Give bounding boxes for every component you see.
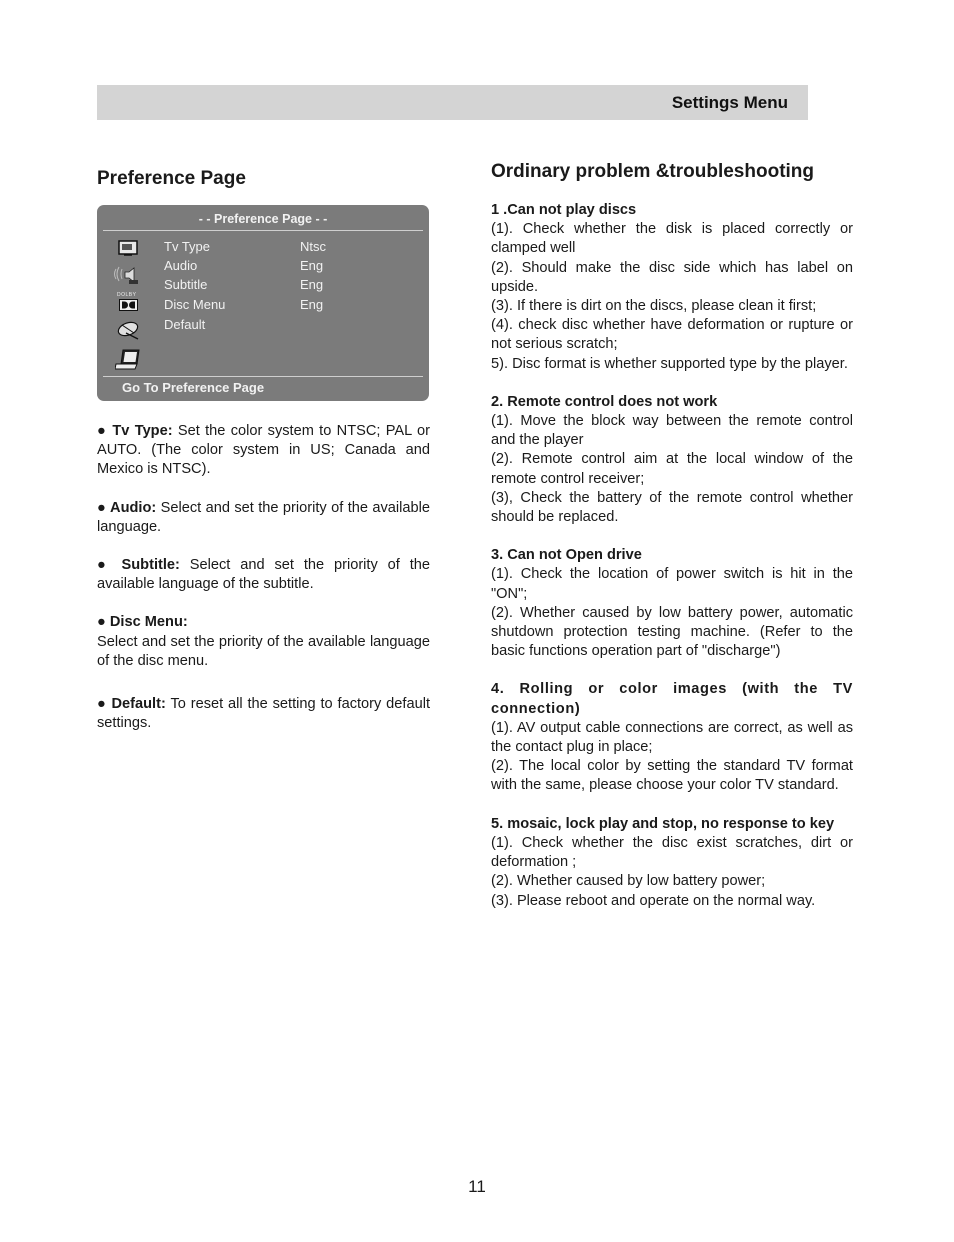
section-item: (2). The local color by setting the standard TV format with the same, please choose your color TV standard. xyxy=(491,758,853,794)
osd-divider xyxy=(103,376,423,377)
osd-row-value: Eng xyxy=(300,277,324,292)
section-4 xyxy=(491,680,853,795)
section-item: (1). AV output cable connections are correct, as well as the contact plug in place; xyxy=(491,719,853,756)
osd-footer: Go To Preference Page xyxy=(122,380,265,395)
section-item: (2). Should make the disc side which has label on upside. xyxy=(491,259,853,295)
page-number: 11 xyxy=(468,1177,486,1196)
bullet-text: Select and set the priority of the available language of the subtitle. xyxy=(97,557,430,593)
section-item: (1). Check whether the disc exist scratches, dirt or deformation ; xyxy=(491,834,853,871)
bullet-text: Set the color system to NTSC; PAL or AUTO. (The color system in US; Canada and Mexico is NTSC). xyxy=(97,423,430,478)
troubleshooting-heading: Ordinary problem &troubleshooting xyxy=(491,161,815,182)
section-5 xyxy=(491,815,853,911)
section-heading: 1 .Can not play discs xyxy=(491,202,637,218)
osd-row-label: Tv Type xyxy=(164,239,211,254)
section-item: (1). Move the block way between the remote control and the player xyxy=(491,413,853,449)
osd-row-audio xyxy=(97,258,429,277)
bullet-term: Audio: xyxy=(110,499,157,516)
bullet-audio: ● Audio: Select and set the priority of the available language. xyxy=(97,499,430,535)
osd-row-label: Audio xyxy=(164,258,198,273)
laptop-icon xyxy=(115,348,143,370)
section-item: (1). Check the location of power switch is hit in the "ON"; xyxy=(491,566,853,602)
osd-row-label: Disc Menu xyxy=(164,297,226,312)
osd-row-subtitle xyxy=(97,277,429,296)
section-3 xyxy=(491,546,853,661)
bullet-text: Select and set the priority of the available language of the disc menu. xyxy=(97,633,430,669)
section-heading: 4. Rolling or color images (with the TV connection) xyxy=(491,681,853,717)
osd-row-value: Eng xyxy=(300,258,324,273)
section-item: (3). Please reboot and operate on the normal way. xyxy=(491,892,816,909)
osd-title: - - Preference Page - - xyxy=(198,212,328,226)
section-item: 5). Disc format is whether supported type by the player. xyxy=(491,355,848,372)
right-column xyxy=(491,158,853,911)
bullet-term: Subtitle: xyxy=(121,557,180,574)
preference-descriptions xyxy=(97,422,430,733)
osd-row-tv-type xyxy=(97,239,429,258)
left-column xyxy=(97,165,430,193)
bullet-term: Disc Menu: xyxy=(109,614,188,631)
preference-osd-panel xyxy=(97,205,429,401)
bullet-term: Default: xyxy=(111,696,166,713)
bullet-text: To reset all the setting to factory default settings. xyxy=(97,696,430,732)
section-1 xyxy=(491,201,853,374)
section-item: (1). Check whether the disk is placed correctly or clamped well xyxy=(491,221,853,257)
osd-row-value: Ntsc xyxy=(300,239,326,254)
osd-row-default xyxy=(97,317,429,336)
section-item: (2). Whether caused by low battery power, automatic shutdown protection testing machine. (Refer to the basic functions operation part of "discharge") xyxy=(491,604,853,660)
section-item: (4). check disc whether have deformation or rupture or not serious scratch; xyxy=(491,317,853,353)
section-item: (2). Remote control aim at the local window of the remote control receiver; xyxy=(491,451,853,487)
osd-row-disc-menu xyxy=(97,297,429,316)
osd-row-value: Eng xyxy=(300,297,324,312)
section-item: (3). If there is dirt on the discs, please clean it first; xyxy=(491,298,817,315)
section-item: (3), Check the battery of the remote control whether should be replaced. xyxy=(491,489,853,526)
section-heading: 5. mosaic, lock play and stop, no response to key xyxy=(491,815,835,832)
osd-row-label: Default xyxy=(164,317,206,332)
bullet-tv-type: ● Tv Type: Set the color system to NTSC; PAL or AUTO. (The color system in US; Canada and Mexico is NTSC). xyxy=(97,423,430,478)
section-title: Settings Menu xyxy=(671,93,788,112)
section-2 xyxy=(491,393,853,527)
bullet-subtitle: ● Subtitle: Select and set the priority of the available language of the subtitle. xyxy=(97,557,430,593)
preference-page-heading: Preference Page xyxy=(97,168,246,189)
header-bar xyxy=(97,85,808,120)
bullet-default: ● Default: To reset all the setting to factory default settings. xyxy=(97,696,430,732)
osd-row-label: Subtitle xyxy=(164,277,208,292)
bullet-term: Tv Type: xyxy=(112,423,173,439)
dolby-label: DOLBY xyxy=(117,292,137,298)
section-heading: 2. Remote control does not work xyxy=(491,393,718,410)
section-item: (2). Whether caused by low battery power; xyxy=(491,873,766,890)
osd-divider xyxy=(103,230,423,231)
bullet-disc-menu: ● Disc Menu: Select and set the priority of the available language of the disc menu. xyxy=(97,614,430,669)
section-heading: 3. Can not Open drive xyxy=(491,547,642,564)
bullet-text: Select and set the priority of the available language. xyxy=(97,499,430,535)
